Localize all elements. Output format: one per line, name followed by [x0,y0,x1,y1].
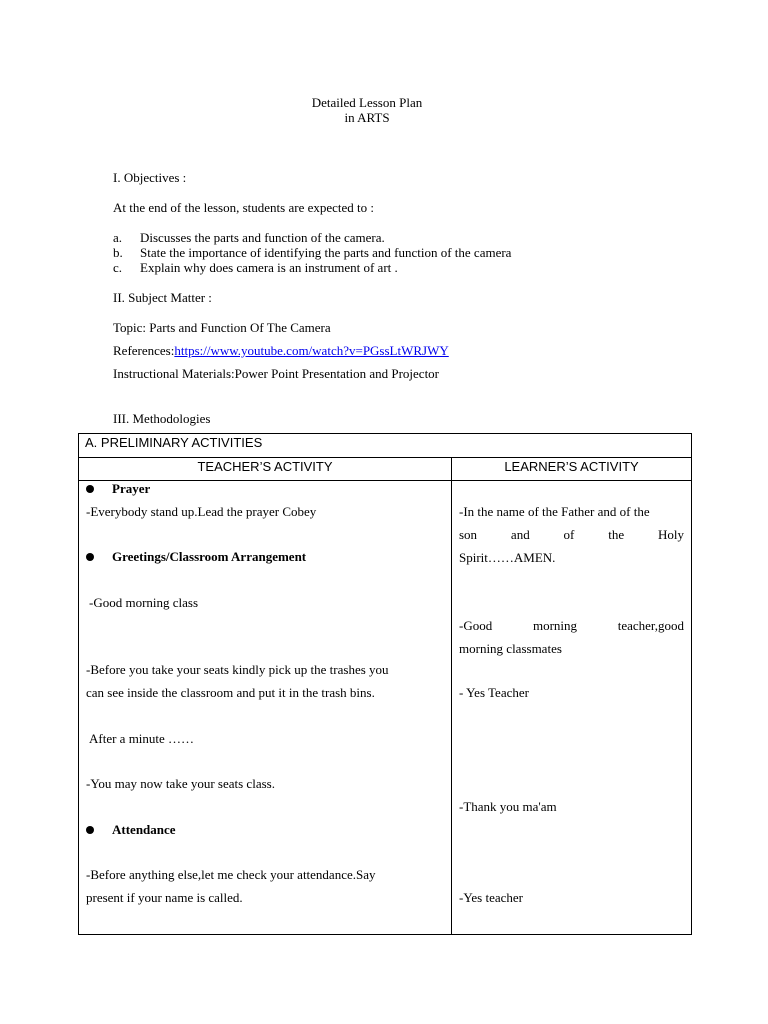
objectives-intro: At the end of the lesson, students are expected to : [113,200,375,215]
references-label: References: [113,343,175,358]
objective-item-b: State the importance of identifying the parts and function of the camera [140,245,512,260]
preliminary-activities-title: A. PRELIMINARY ACTIVITIES [85,435,263,450]
learner-greeting-line-2: morning classmates [459,641,562,656]
prayer-heading: Prayer [112,481,151,496]
objective-marker-b: b. [113,245,123,260]
take-seats-line: -You may now take your seats class. [86,776,275,791]
greetings-heading: Greetings/Classroom Arrangement [112,549,307,564]
bullet-prayer-icon [86,485,94,493]
subject-matter-heading: II. Subject Matter : [113,290,212,305]
objective-marker-c: c. [113,260,123,275]
after-minute-line: After a minute …… [89,731,195,746]
methodologies-heading: III. Methodologies [113,411,211,426]
before-seats-line-2: can see inside the classroom and put it in the trash bins. [86,685,375,700]
learner-yes-teacher: - Yes Teacher [459,685,529,700]
learner-thank-you: -Thank you ma'am [459,799,557,814]
teacher-activity-header: TEACHER’S ACTIVITY [197,459,333,474]
learner-yes-teacher-2: -Yes teacher [459,890,524,905]
table-header-row [79,458,692,481]
objective-item-c: Explain why does camera is an instrument of art . [140,260,398,275]
activities-table [78,433,692,935]
document-title: Detailed Lesson Plan [311,95,423,110]
references-line [113,343,449,358]
learner-prayer-line-3: Spirit……AMEN. [459,550,556,565]
prayer-line: -Everybody stand up.Lead the prayer Cobey [86,504,317,519]
objective-marker-a: a. [113,230,123,245]
references-link[interactable]: https://www.youtube.com/watch?v=PGssLtWRJWY [174,343,449,358]
learner-prayer-line-2: son and of the Holy [459,527,684,542]
good-morning-line: -Good morning class [89,595,199,610]
topic-line: Topic: Parts and Function Of The Camera [113,320,331,335]
bullet-attendance-icon [86,826,94,834]
teacher-activity-cell [79,481,452,935]
attendance-line-2: present if your name is called. [86,890,243,905]
materials-line: Instructional Materials:Power Point Presentation and Projector [113,366,440,381]
attendance-line-1 [86,867,443,882]
learner-activity-header: LEARNER’S ACTIVITY [504,459,639,474]
document-subtitle: in ARTS [344,110,390,125]
learner-activity-cell [452,481,692,935]
learner-greeting-line-1: -Good morning teacher,good [459,618,684,633]
table-body-row [79,481,692,935]
before-seats-line-1: -Before you take your seats kindly pick up the trashes you [86,662,389,677]
objectives-heading: I. Objectives : [113,170,187,185]
objective-item-a: Discusses the parts and function of the camera. [140,230,385,245]
attendance-heading: Attendance [112,822,176,837]
attendance-line-1-text: -Before anything else,let me check your attendance.Say [86,867,376,882]
learner-prayer-line-1: -In the name of the Father and of the [459,504,650,519]
bullet-greetings-icon [86,553,94,561]
preliminary-row [79,434,692,458]
